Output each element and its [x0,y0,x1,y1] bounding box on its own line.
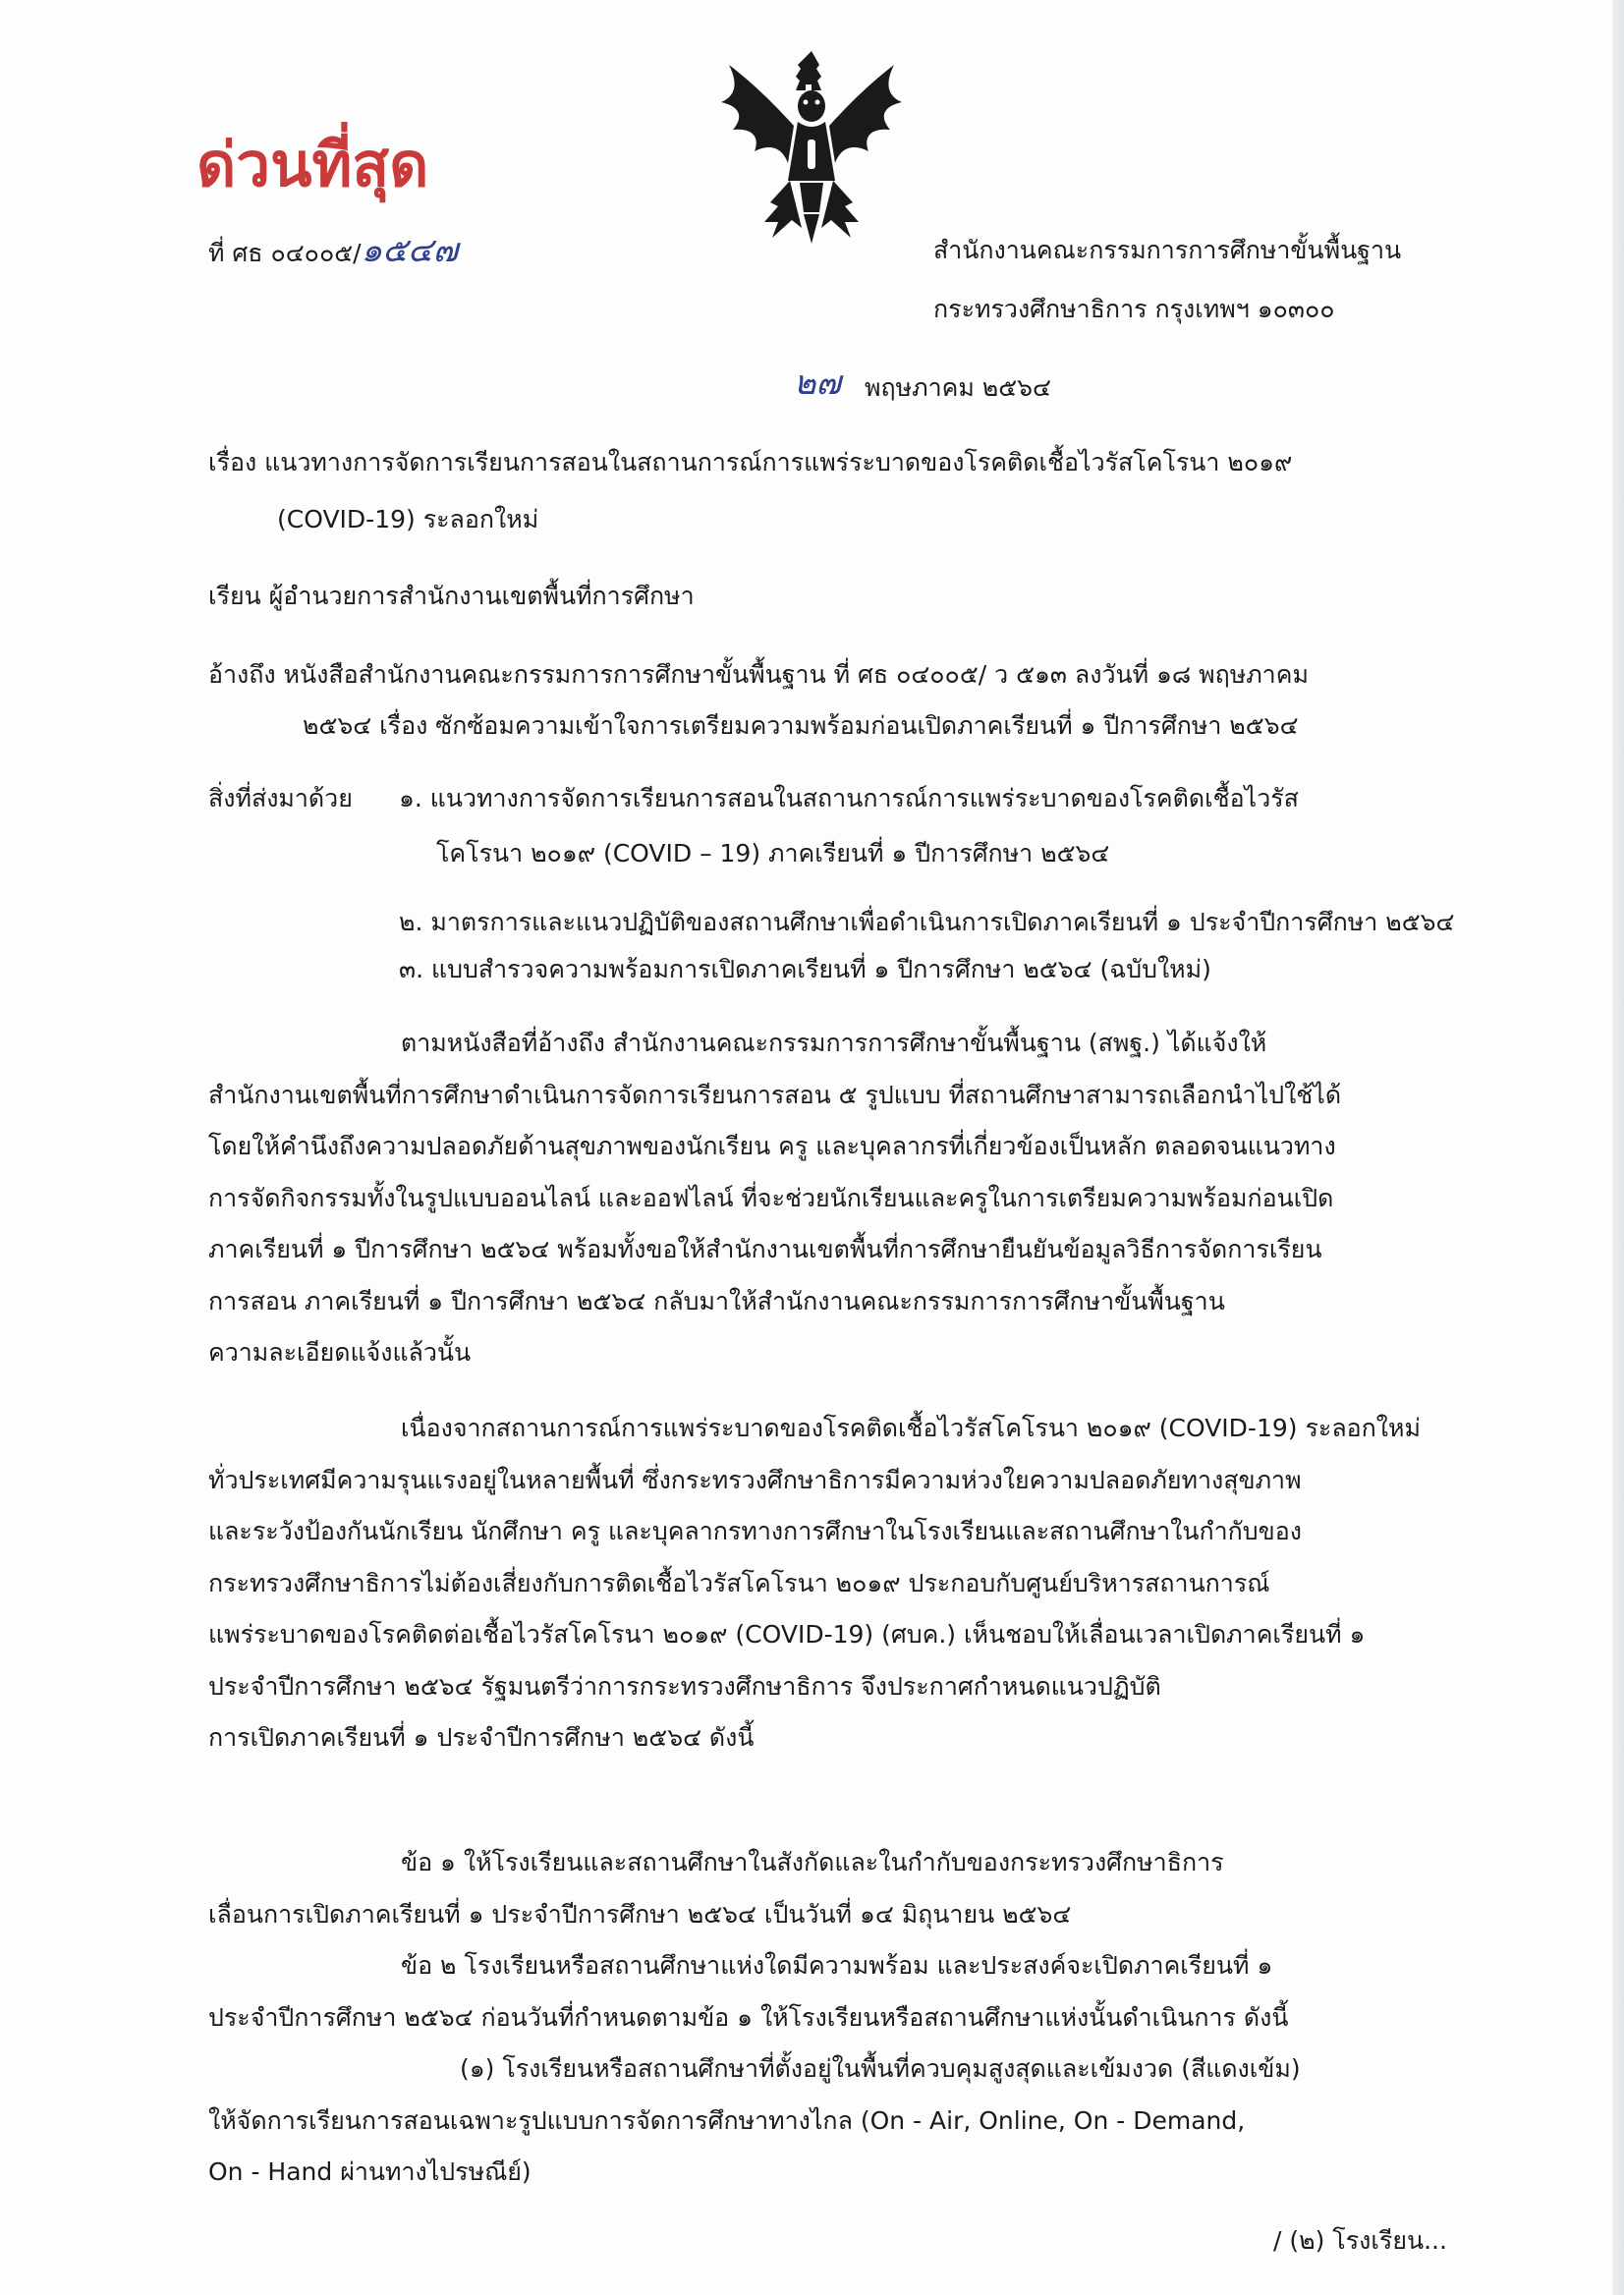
paragraph-line: กระทรวงศึกษาธิการไม่ต้องเสี่ยงกับการติดเชื้อไวรัสโคโรนา ๒๐๑๙ ประกอบกับศูนย์บริหารสถานการณ์ [208,1568,1270,1597]
issuer-line-2: กระทรวงศึกษาธิการ กรุงเทพฯ ๑๐๓๐๐ [933,295,1335,323]
paragraph-line: ประจำปีการศึกษา ๒๕๖๔ รัฐมนตรีว่าการกระทรวงศึกษาธิการ จึงประกาศกำหนดแนวปฏิบัติ [208,1671,1161,1701]
paragraph-line: การเปิดภาคเรียนที่ ๑ ประจำปีการศึกษา ๒๕๖๔ ดังนี้ [208,1723,755,1752]
paragraph-line: การสอน ภาคเรียนที่ ๑ ปีการศึกษา ๒๕๖๔ กลับมาให้สำนักงานคณะกรรมการการศึกษาขั้นพื้นฐาน [208,1286,1225,1315]
paragraph-line: โดยให้คำนึงถึงความปลอดภัยด้านสุขภาพของนักเรียน ครู และบุคลากรที่เกี่ยวข้องเป็นหลัก ตลอดจนแนวทาง [208,1132,1336,1160]
subject-line-2: (COVID-19) ระลอกใหม่ [277,505,539,533]
enclosure-1-line-1: ๑. แนวทางการจัดการเรียนการสอนในสถานการณ์การแพร่ระบาดของโรคติดเชื้อไวรัส [399,784,1299,812]
body-paragraph-1 [208,1018,1454,1379]
paragraph-line: ภาคเรียนที่ ๑ ปีการศึกษา ๒๕๖๔ พร้อมทั้งขอให้สำนักงานเขตพื้นที่การศึกษายืนยันข้อมูลวิธีการจัดการเรียน [208,1235,1322,1263]
paragraph-line: (๑) โรงเรียนหรือสถานศึกษาที่ตั้งอยู่ในพื้นที่ควบคุมสูงสุดและเข้มงวด (สีแดงเข้ม) [460,2054,1301,2083]
enclosure-2: ๒. มาตรการและแนวปฏิบัติของสถานศึกษาเพื่อดำเนินการเปิดภาคเรียนที่ ๑ ประจำปีการศึกษา ๒๕๖๔ [399,908,1455,936]
garuda-emblem-icon [696,45,927,263]
paragraph-line: On - Hand ผ่านทางไปรษณีย์) [208,2157,532,2186]
paragraph-line: ประจำปีการศึกษา ๒๕๖๔ ก่อนวันที่กำหนดตามข้อ ๑ ให้โรงเรียนหรือสถานศึกษาแห่งนั้นดำเนินการ ดังนี้ [208,2002,1289,2032]
issuer-line-1: สำนักงานคณะกรรมการการศึกษาขั้นพื้นฐาน [933,236,1402,264]
paragraph-line: สำนักงานเขตพื้นที่การศึกษาดำเนินการจัดการเรียนการสอน ๕ รูปแบบ ที่สถานศึกษาสามารถเลือกนำไปใช้ได้ [208,1080,1342,1109]
reference-line-1: อ้างถึง หนังสือสำนักงานคณะกรรมการการศึกษาขั้นพื้นฐาน ที่ ศธ ๐๔๐๐๕/ ว ๕๑๓ ลงวันที่ ๑๘ พฤษภาคม [208,660,1309,689]
body-paragraph-2 [208,1403,1454,1764]
paragraph-line: ข้อ ๒ โรงเรียนหรือสถานศึกษาแห่งใดมีความพร้อม และประสงค์จะเปิดภาคเรียนที่ ๑ [401,1951,1273,1980]
urgency-stamp: ด่วนที่สุด [196,129,429,200]
addressee: เรียน ผู้อำนวยการสำนักงานเขตพื้นที่การศึกษา [208,582,695,610]
paragraph-line: แพร่ระบาดของโรคติดต่อเชื้อไวรัสโคโรนา ๒๐๑๙ (COVID-19) (ศบค.) เห็นชอบให้เลื่อนเวลาเปิดภาคเรียนที่ ๑ [208,1620,1366,1649]
date-day-handwritten: ๒๗ [794,364,841,403]
paragraph-line: ทั่วประเทศมีความรุนแรงอยู่ในหลายพื้นที่ ซึ่งกระทรวงศึกษาธิการมีความห่วงใยความปลอดภัยทางสุขภาพ [208,1465,1302,1494]
paragraph-line: เลื่อนการเปิดภาคเรียนที่ ๑ ประจำปีการศึกษา ๒๕๖๔ เป็นวันที่ ๑๔ มิถุนายน ๒๕๖๔ [208,1899,1072,1929]
scan-edge [1612,0,1624,2295]
enclosures-label: สิ่งที่ส่งมาด้วย [208,784,353,812]
paragraph-line: ให้จัดการเรียนการสอนเฉพาะรูปแบบการจัดการศึกษาทางไกล (On - Air, Online, On - Demand, [208,2105,1246,2135]
paragraph-line: การจัดกิจกรรมทั้งในรูปแบบออนไลน์ และออฟไลน์ ที่จะช่วยนักเรียนและครูในการเตรียมความพร้อมก่อนเปิด [208,1183,1334,1212]
paragraph-line: เนื่องจากสถานการณ์การแพร่ระบาดของโรคติดเชื้อไวรัสโคโรนา ๒๐๑๙ (COVID-19) ระลอกใหม่ [401,1414,1421,1442]
paragraph-line: ตามหนังสือที่อ้างถึง สำนักงานคณะกรรมการการศึกษาขั้นพื้นฐาน (สพฐ.) ได้แจ้งให้ [401,1029,1267,1057]
paragraph-line: ความละเอียดแจ้งแล้วนั้น [208,1338,472,1367]
continued-marker: / (๒) โรงเรียน... [1273,2226,1447,2255]
subject-line-1: เรื่อง แนวทางการจัดการเรียนการสอนในสถานการณ์การแพร่ระบาดของโรคติดเชื้อไวรัสโคโรนา ๒๐๑๙ [208,448,1293,476]
document-number [208,231,459,270]
enclosure-3: ๓. แบบสำรวจความพร้อมการเปิดภาคเรียนที่ ๑ ปีการศึกษา ๒๕๖๔ (ฉบับใหม่) [399,955,1211,983]
date-month-year: พฤษภาคม ๒๕๖๔ [865,373,1051,402]
enclosure-1-line-2: โคโรนา ๒๐๑๙ (COVID – 19) ภาคเรียนที่ ๑ ปีการศึกษา ๒๕๖๔ [436,839,1110,868]
reference-line-2: ๒๕๖๔ เรื่อง ซักซ้อมความเข้าใจการเตรียมความพร้อมก่อนเปิดภาคเรียนที่ ๑ ปีการศึกษา ๒๕๖๔ [303,711,1299,740]
document-number-handwritten: ๑๕๔๗ [361,231,459,270]
document-number-label: ที่ ศธ ๐๔๐๐๕/ [208,239,362,267]
paragraph-line: ข้อ ๑ ให้โรงเรียนและสถานศึกษาในสังกัดและในกำกับของกระทรวงศึกษาธิการ [401,1848,1224,1876]
paragraph-line: และระวังป้องกันนักเรียน นักศึกษา ครู และบุคลากรทางการศึกษาในโรงเรียนและสถานศึกษาในกำกับของ [208,1517,1302,1545]
body-paragraph-3 [208,1837,1454,2199]
